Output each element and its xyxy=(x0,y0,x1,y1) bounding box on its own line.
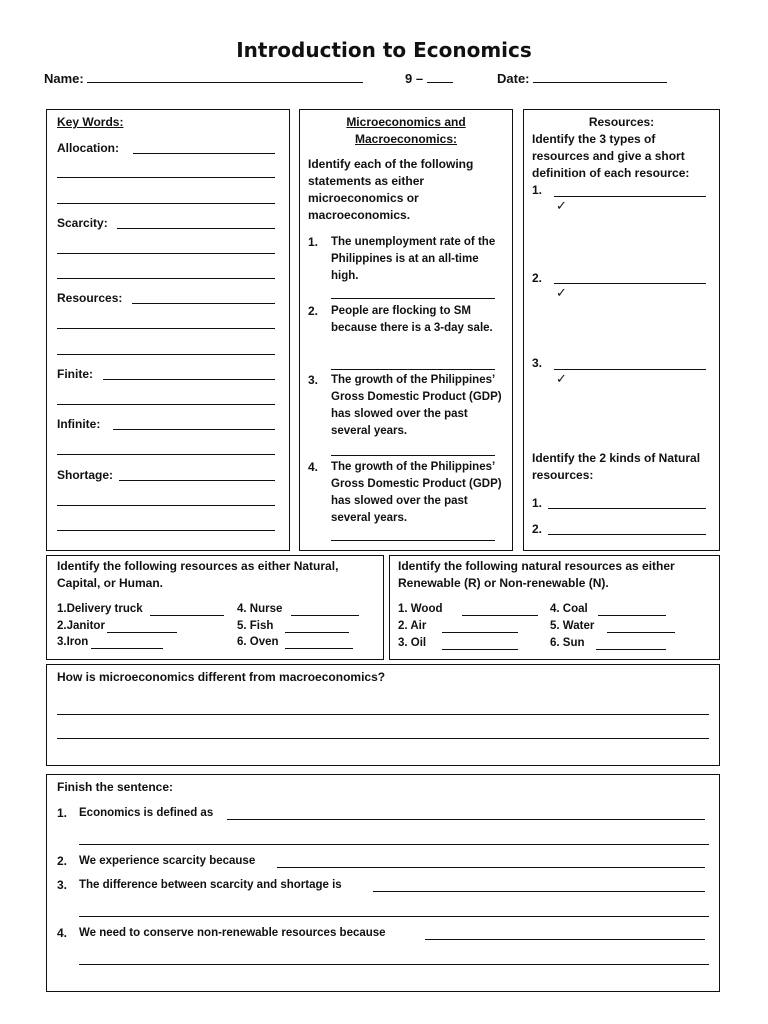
statement-text: People are flocking to SM because there is a 3-day sale. xyxy=(331,305,493,334)
classify-item: 3.Iron xyxy=(57,636,89,648)
answer-line[interactable] xyxy=(548,508,706,509)
sentence-stem: Economics is defined as xyxy=(79,807,214,819)
answer-line[interactable] xyxy=(117,228,275,229)
keywords-heading: Key Words: xyxy=(57,115,124,129)
answer-line[interactable] xyxy=(331,540,495,541)
answer-line[interactable] xyxy=(57,203,275,204)
answer-line[interactable] xyxy=(373,891,705,892)
answer-line[interactable] xyxy=(57,328,275,329)
renewable-item: 3. Oil xyxy=(398,637,427,649)
keywords-box xyxy=(46,109,290,551)
answer-line[interactable] xyxy=(57,404,275,405)
resources-instruction: Identify the 3 types of resources and give a short definition of each resource: xyxy=(532,132,690,180)
answer-line[interactable] xyxy=(57,253,275,254)
answer-line[interactable] xyxy=(103,379,275,380)
answer-line[interactable] xyxy=(57,354,275,355)
micro-macro-heading-2: Macroeconomics: xyxy=(354,132,458,146)
checkmark-icon: ✓ xyxy=(556,198,567,213)
checkmark-icon: ✓ xyxy=(556,285,567,300)
classify-item: 2.Janitor xyxy=(57,620,105,632)
renewable-item: 2. Air xyxy=(398,620,427,632)
micro-macro-box xyxy=(299,109,513,551)
statement-text: The unemployment rate of the Philippines is at an all-time high. xyxy=(331,236,496,282)
renewable-item: 4. Coal xyxy=(550,603,588,615)
answer-line[interactable] xyxy=(57,278,275,279)
answer-line[interactable] xyxy=(331,455,495,456)
renewable-item: 6. Sun xyxy=(550,637,585,649)
answer-line[interactable] xyxy=(598,615,666,616)
renewable-item: 1. Wood xyxy=(398,603,443,615)
answer-line[interactable] xyxy=(291,615,359,616)
resources-box xyxy=(523,109,720,551)
statement-text: The growth of the Philippines’ Gross Domestic Product (GDP) has slowed over the past several years. xyxy=(331,461,502,524)
answer-line[interactable] xyxy=(150,615,224,616)
grade-field-row xyxy=(405,70,453,86)
answer-line[interactable] xyxy=(57,738,709,739)
answer-line[interactable] xyxy=(442,632,518,633)
classify-resources-box xyxy=(46,555,384,660)
finish-sentence-box xyxy=(46,774,720,992)
answer-line[interactable] xyxy=(133,153,275,154)
answer-line[interactable] xyxy=(331,298,495,299)
answer-line[interactable] xyxy=(107,632,177,633)
grade-label: 9 – xyxy=(405,71,424,86)
term-allocation: Allocation: xyxy=(57,141,119,155)
item-number: 2. xyxy=(308,304,319,318)
classify-instruction: Identify the following resources as either Natural, Capital, or Human. xyxy=(57,559,339,590)
answer-line[interactable] xyxy=(285,632,349,633)
answer-line[interactable] xyxy=(425,939,705,940)
answer-line[interactable] xyxy=(91,648,163,649)
item-number: 3. xyxy=(308,373,319,387)
answer-line[interactable] xyxy=(57,177,275,178)
item-number: 1. xyxy=(57,806,68,820)
micro-macro-instruction: Identify each of the following statements as either microeconomics or macroeconomics. xyxy=(308,157,474,222)
item-number: 3. xyxy=(57,878,68,892)
classify-item: 4. Nurse xyxy=(237,603,283,615)
term-finite: Finite: xyxy=(57,367,93,381)
page-title: Introduction to Economics xyxy=(236,38,532,62)
term-resources: Resources: xyxy=(57,291,123,305)
name-input-line[interactable] xyxy=(87,70,363,83)
answer-line[interactable] xyxy=(113,429,275,430)
answer-line[interactable] xyxy=(548,534,706,535)
item-number: 1. xyxy=(532,183,543,197)
answer-line[interactable] xyxy=(57,505,275,506)
renewable-item: 5. Water xyxy=(550,620,595,632)
item-number: 2. xyxy=(532,522,543,536)
sentence-stem: We need to conserve non-renewable resources because xyxy=(79,927,386,939)
section-input-line[interactable] xyxy=(427,70,453,83)
date-label: Date: xyxy=(497,71,530,86)
question-box xyxy=(46,664,720,766)
answer-line[interactable] xyxy=(285,648,353,649)
answer-line[interactable] xyxy=(277,867,705,868)
renewable-box xyxy=(389,555,720,660)
name-field-row xyxy=(44,70,363,86)
classify-item: 6. Oven xyxy=(237,636,279,648)
statement-text: The growth of the Philippines’ Gross Domestic Product (GDP) has slowed over the past several years. xyxy=(331,374,502,437)
checkmark-icon: ✓ xyxy=(556,371,567,386)
answer-line[interactable] xyxy=(57,714,709,715)
date-field-row xyxy=(497,70,667,86)
item-number: 2. xyxy=(532,271,543,285)
answer-line[interactable] xyxy=(119,480,275,481)
answer-line[interactable] xyxy=(554,283,706,284)
answer-line[interactable] xyxy=(79,964,709,965)
answer-line[interactable] xyxy=(57,454,275,455)
term-shortage: Shortage: xyxy=(57,468,114,482)
item-number: 2. xyxy=(57,854,68,868)
item-number: 3. xyxy=(532,356,543,370)
sentence-stem: We experience scarcity because xyxy=(79,855,256,867)
classify-item: 5. Fish xyxy=(237,620,274,632)
classify-item: 1.Delivery truck xyxy=(57,603,143,615)
finish-heading: Finish the sentence: xyxy=(57,780,174,794)
sentence-stem: The difference between scarcity and shortage is xyxy=(79,879,342,891)
date-input-line[interactable] xyxy=(533,70,667,83)
answer-line[interactable] xyxy=(607,632,675,633)
question-text: How is microeconomics different from macroeconomics? xyxy=(57,670,386,684)
answer-line[interactable] xyxy=(132,303,275,304)
item-number: 1. xyxy=(308,235,319,249)
term-scarcity: Scarcity: xyxy=(57,216,108,230)
answer-line[interactable] xyxy=(442,649,518,650)
answer-line[interactable] xyxy=(227,819,705,820)
item-number: 4. xyxy=(57,926,68,940)
answer-line[interactable] xyxy=(331,369,495,370)
answer-line[interactable] xyxy=(596,649,666,650)
item-number: 4. xyxy=(308,460,319,474)
answer-line[interactable] xyxy=(79,916,709,917)
renewable-instruction: Identify the following natural resources as either Renewable (R) or Non-renewable (N). xyxy=(398,559,675,590)
answer-line[interactable] xyxy=(462,615,538,616)
natural-resources-instruction: Identify the 2 kinds of Natural resources: xyxy=(532,451,701,482)
term-infinite: Infinite: xyxy=(57,417,101,431)
answer-line[interactable] xyxy=(57,530,275,531)
answer-line[interactable] xyxy=(79,844,709,845)
micro-macro-heading-1: Microeconomics and xyxy=(346,115,466,129)
name-label: Name: xyxy=(44,71,84,86)
resources-heading: Resources: xyxy=(588,115,655,129)
answer-line[interactable] xyxy=(554,196,706,197)
answer-line[interactable] xyxy=(554,369,706,370)
item-number: 1. xyxy=(532,496,543,510)
